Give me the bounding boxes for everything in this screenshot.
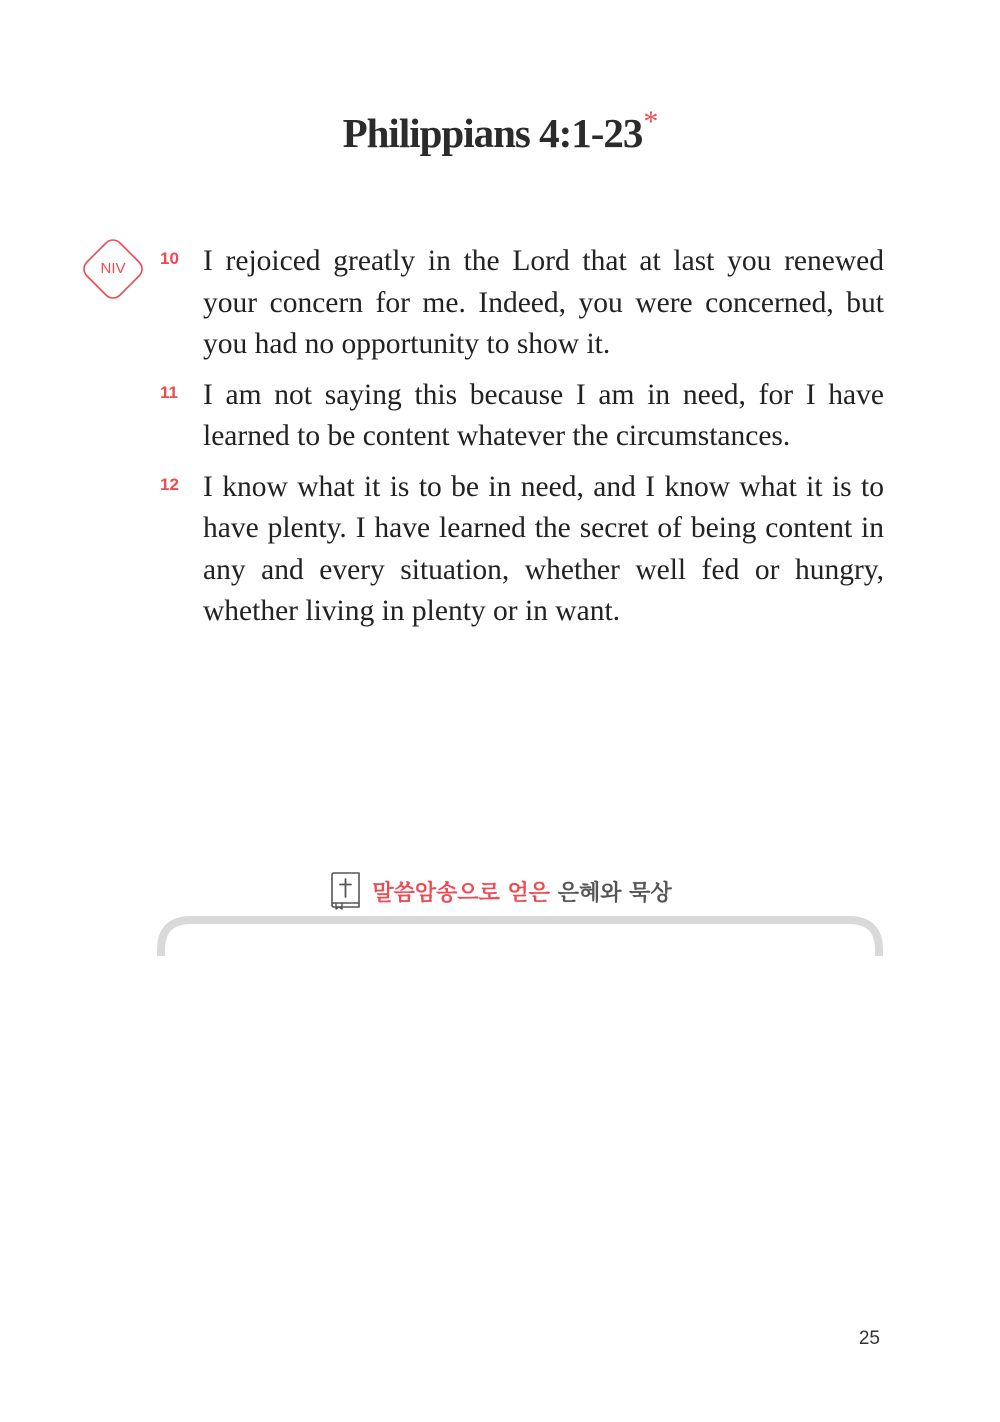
title-text: Philippians 4:1-23 <box>342 110 643 157</box>
section-title <box>372 876 671 907</box>
page-number: 25 <box>858 1328 880 1349</box>
verse-text: I am not saying this because I am in need, for I have learned to be content whatever the circumstances. <box>203 378 884 452</box>
verse-10 <box>160 241 884 366</box>
bible-icon <box>328 871 362 911</box>
niv-label: NIV <box>100 260 126 277</box>
section-header <box>0 870 1000 912</box>
verse-number: 12 <box>160 474 179 494</box>
section-title-highlight: 말씀암송으로 얻은 <box>372 880 551 906</box>
page-title <box>0 105 1000 157</box>
verse-number: 10 <box>160 249 179 268</box>
verse-text: I rejoiced greatly in the Lord that at last you renewed your concern for me. Indeed, you were concerned, but you had no opportunity to show it. <box>203 245 884 360</box>
verse-number: 11 <box>160 382 178 402</box>
niv-badge <box>81 237 145 301</box>
title-asterisk: * <box>643 105 658 139</box>
reflection-note-box <box>157 916 883 956</box>
verse-11 <box>160 375 884 458</box>
verse-12 <box>160 467 884 633</box>
verse-text: I know what it is to be in need, and I know what it is to have plenty. I have learned the secret of being content in any and every situation, whether well fed or hungry, whether living in plenty or in want. <box>203 470 884 627</box>
verse-list <box>160 241 884 642</box>
section-title-rest: 은혜와 묵상 <box>557 880 672 906</box>
